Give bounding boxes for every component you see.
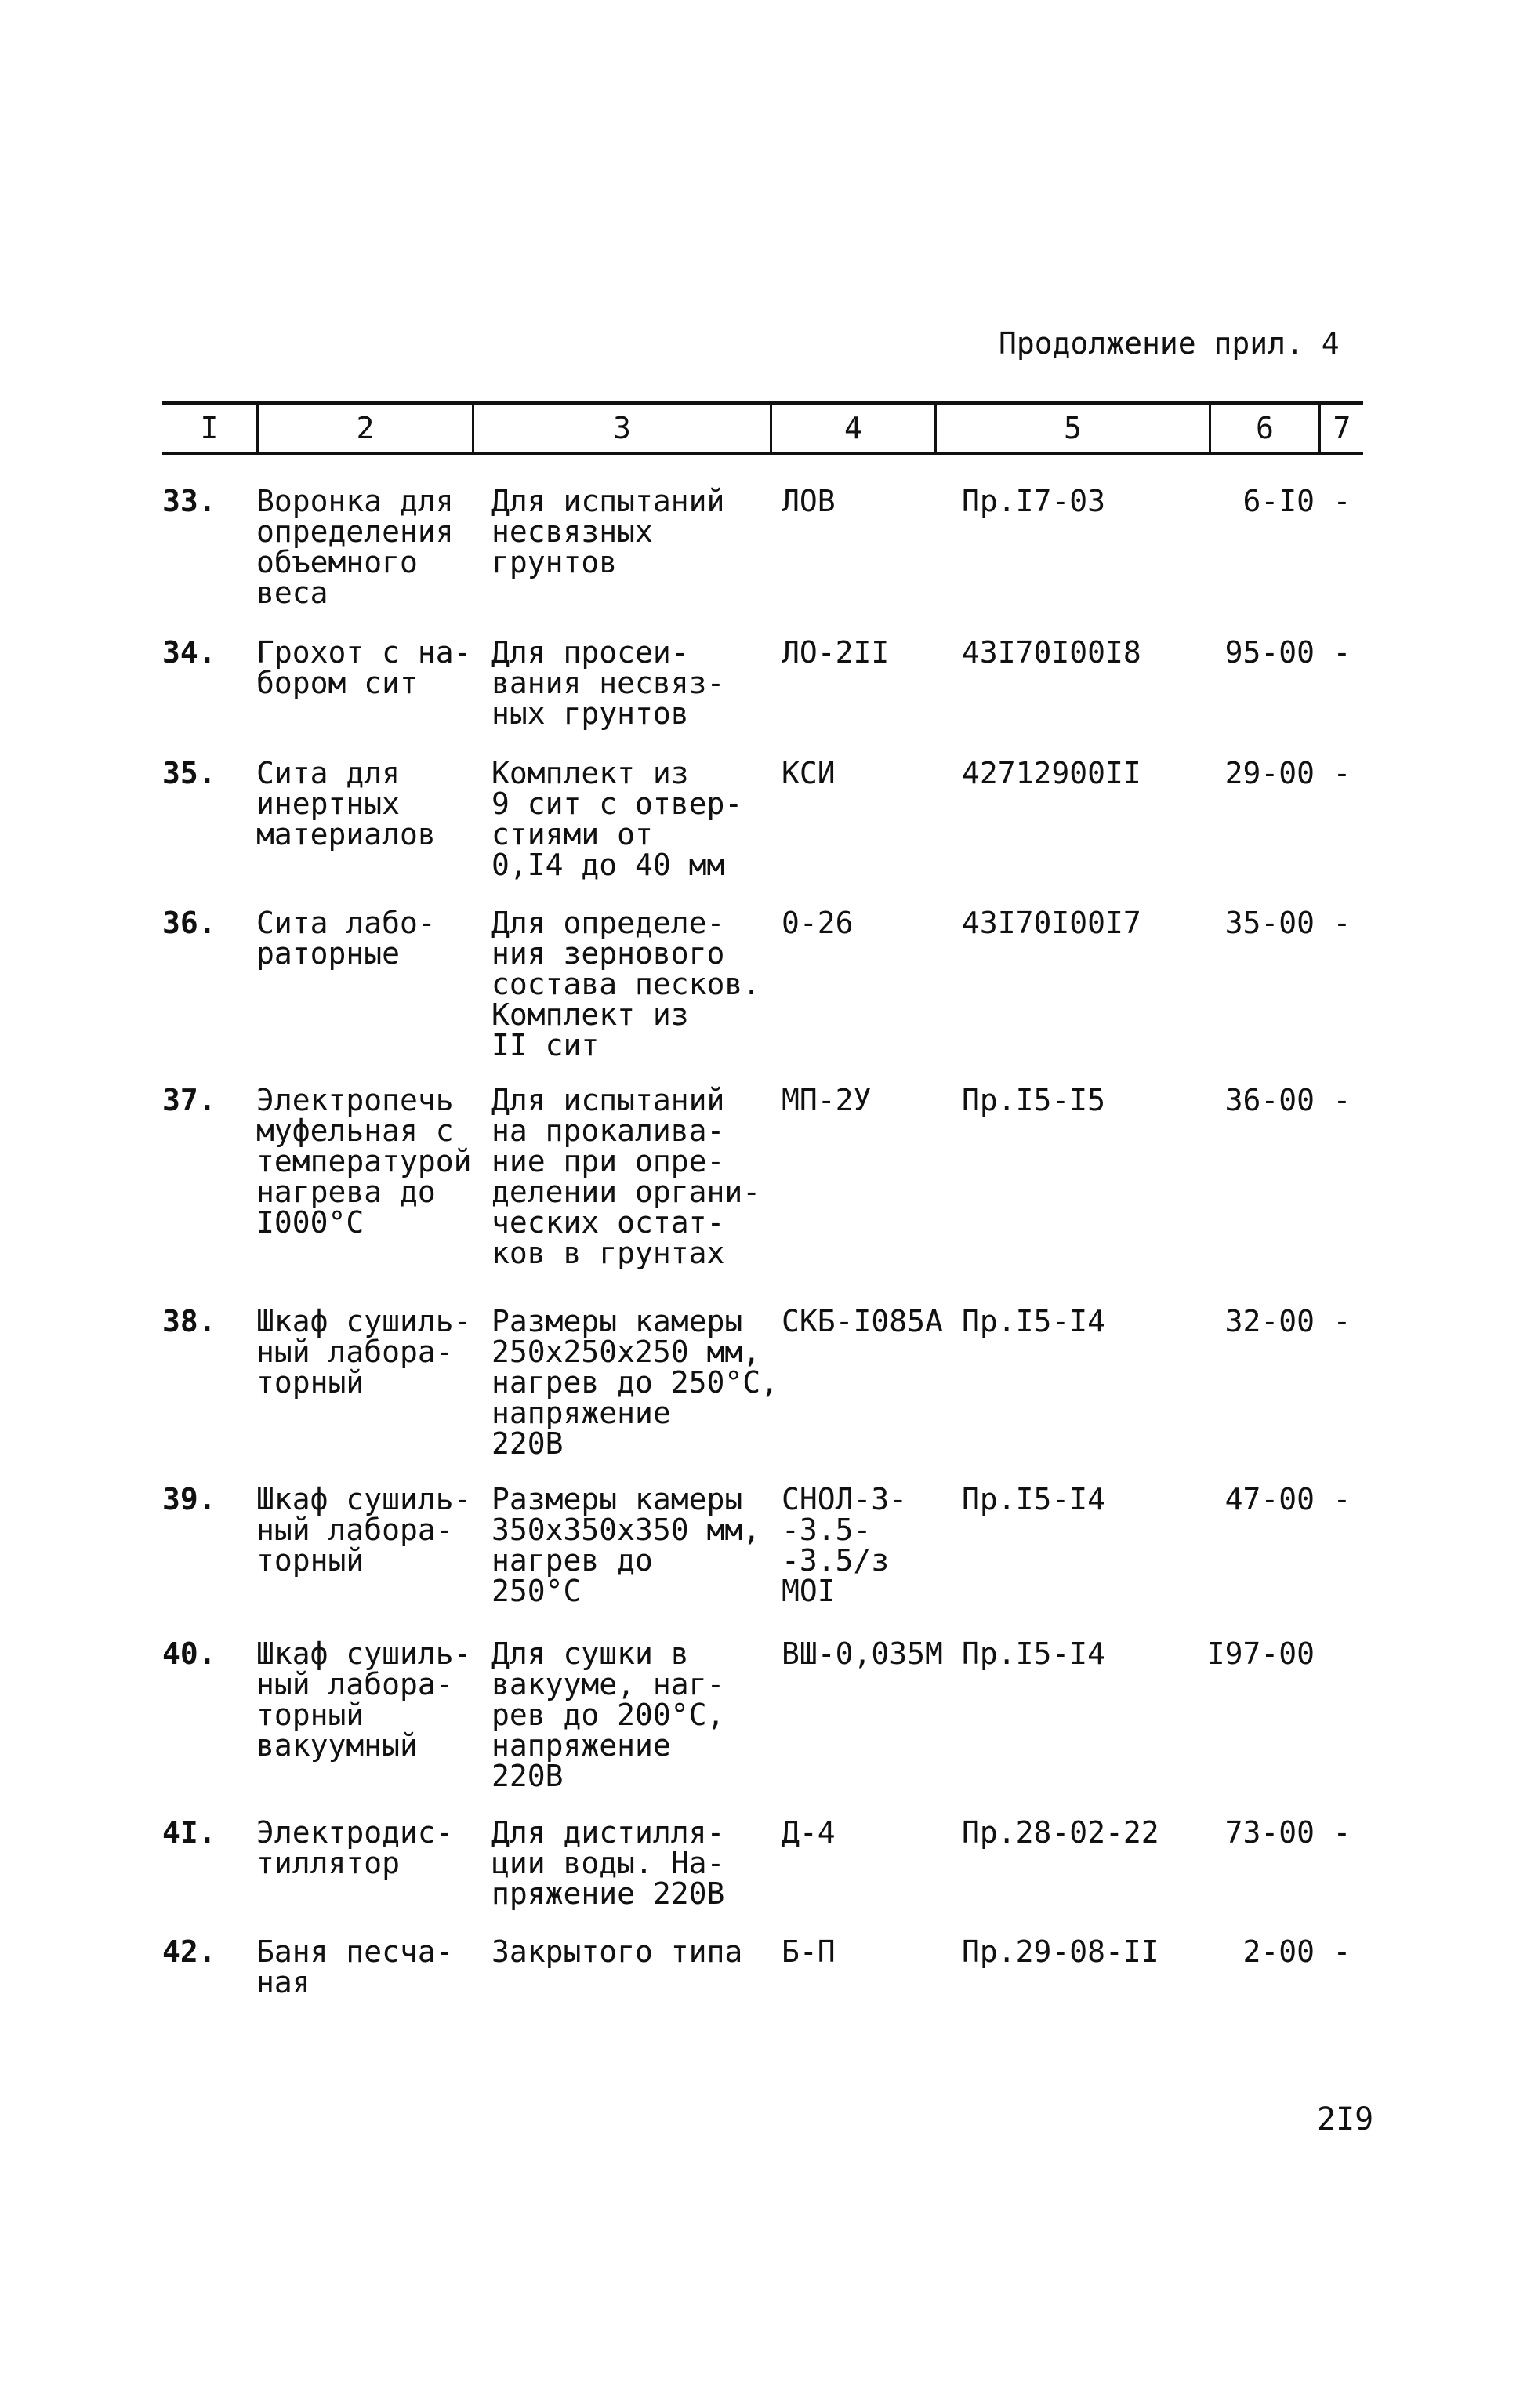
item-price: 95-00	[1224, 635, 1315, 670]
item-number: 4I.	[162, 1815, 216, 1850]
item-type: МП-2У	[782, 1083, 872, 1117]
item-code: Пр.I5-I4	[962, 1482, 1106, 1516]
item-purpose: Для просеи- вания несвяз- ных грунтов	[491, 635, 725, 731]
item-number: 42.	[162, 1934, 216, 1969]
item-code: 43I70I00I8	[962, 635, 1141, 670]
item-purpose: Для испытаний на прокалива- ние при опре- делении органи- ческих остат- ков в грунтах	[491, 1083, 761, 1270]
continuation-header: Продолжение прил. 4	[999, 326, 1340, 361]
item-type: 0-26	[782, 906, 854, 940]
item-code: Пр.I5-I5	[962, 1083, 1106, 1117]
item-col7: -	[1333, 1304, 1351, 1338]
item-price: 29-00	[1224, 756, 1315, 790]
item-name: Шкаф сушиль- ный лабора- торный	[256, 1482, 472, 1578]
item-col7: -	[1333, 756, 1351, 790]
item-type: ЛОВ	[782, 484, 836, 518]
item-col7: -	[1333, 1934, 1351, 1969]
item-code: Пр.I5-I4	[962, 1304, 1106, 1338]
item-name: Электропечь муфельная с температурой нагрева до I000°С	[256, 1083, 472, 1240]
column-header-4: 4	[770, 405, 934, 452]
item-code: Пр.29-08-II	[962, 1934, 1159, 1969]
item-name: Электродис- тиллятор	[256, 1815, 454, 1880]
item-col7: -	[1333, 906, 1351, 940]
item-name: Сита для инертных материалов	[256, 756, 436, 852]
item-price: 6-I0	[1242, 484, 1315, 518]
column-header-7: 7	[1318, 405, 1363, 452]
item-name: Шкаф сушиль- ный лабора- торный вакуумный	[256, 1636, 472, 1763]
item-name: Шкаф сушиль- ный лабора- торный	[256, 1304, 472, 1400]
item-number: 38.	[162, 1304, 216, 1338]
item-purpose: Комплект из 9 сит с отвер- стиями от 0,I4 до 40 мм	[491, 756, 743, 882]
item-purpose: Для испытаний несвязных грунтов	[491, 484, 725, 579]
item-price: 2-00	[1242, 1934, 1315, 1969]
item-code: 43I70I00I7	[962, 906, 1141, 940]
page-number: 2I9	[1317, 2101, 1374, 2137]
column-header-2: 2	[256, 405, 472, 452]
item-code: Пр.28-02-22	[962, 1815, 1159, 1850]
equipment-table	[162, 401, 1363, 1999]
column-header-6: 6	[1209, 405, 1318, 452]
column-header-5: 5	[934, 405, 1209, 452]
item-col7: -	[1333, 1083, 1351, 1117]
item-number: 36.	[162, 906, 216, 940]
item-type: Б-П	[782, 1934, 836, 1969]
item-code: 42712900II	[962, 756, 1141, 790]
item-type: ВШ-0,035М	[782, 1636, 943, 1671]
item-col7: -	[1333, 1482, 1351, 1516]
item-number: 33.	[162, 484, 216, 518]
item-name: Сита лабо- раторные	[256, 906, 436, 971]
item-price: 35-00	[1224, 906, 1315, 940]
item-purpose: Размеры камеры 250х250х250 мм, нагрев до 250°С, напряжение 220В	[491, 1304, 779, 1461]
item-number: 37.	[162, 1083, 216, 1117]
item-number: 39.	[162, 1482, 216, 1516]
item-purpose: Размеры камеры 350х350х350 мм, нагрев до 250°С	[491, 1482, 761, 1608]
item-type: СКБ-I085А	[782, 1304, 943, 1338]
item-purpose: Закрытого типа	[491, 1934, 743, 1969]
item-number: 40.	[162, 1636, 216, 1671]
table-header-row	[162, 401, 1363, 455]
item-price: 36-00	[1224, 1083, 1315, 1117]
item-name: Воронка для определения объемного веса	[256, 484, 454, 610]
item-purpose: Для дистилля- ции воды. На- пряжение 220В	[491, 1815, 725, 1911]
column-header-1: I	[200, 411, 219, 445]
item-name: Баня песча- ная	[256, 1934, 454, 1999]
item-number: 34.	[162, 635, 216, 670]
item-col7: -	[1333, 1815, 1351, 1850]
item-number: 35.	[162, 756, 216, 790]
column-header-3: 3	[472, 405, 770, 452]
item-price: 73-00	[1224, 1815, 1315, 1850]
item-purpose: Для определе- ния зернового состава песков. Комплект из II сит	[491, 906, 761, 1062]
item-price: 47-00	[1224, 1482, 1315, 1516]
item-code: Пр.I7-03	[962, 484, 1106, 518]
item-col7: -	[1333, 484, 1351, 518]
item-type: СНОЛ-3- -3.5- -3.5/з МОI	[782, 1482, 908, 1608]
item-price: 32-00	[1224, 1304, 1315, 1338]
item-col7: -	[1333, 635, 1351, 670]
item-price: I97-00	[1206, 1636, 1315, 1671]
item-type: Д-4	[782, 1815, 836, 1850]
item-type: КСИ	[782, 756, 836, 790]
item-purpose: Для сушки в вакууме, наг- рев до 200°С, напряжение 220В	[491, 1636, 725, 1793]
item-name: Грохот с на- бором сит	[256, 635, 472, 700]
item-code: Пр.I5-I4	[962, 1636, 1106, 1671]
item-type: ЛО-2II	[782, 635, 890, 670]
